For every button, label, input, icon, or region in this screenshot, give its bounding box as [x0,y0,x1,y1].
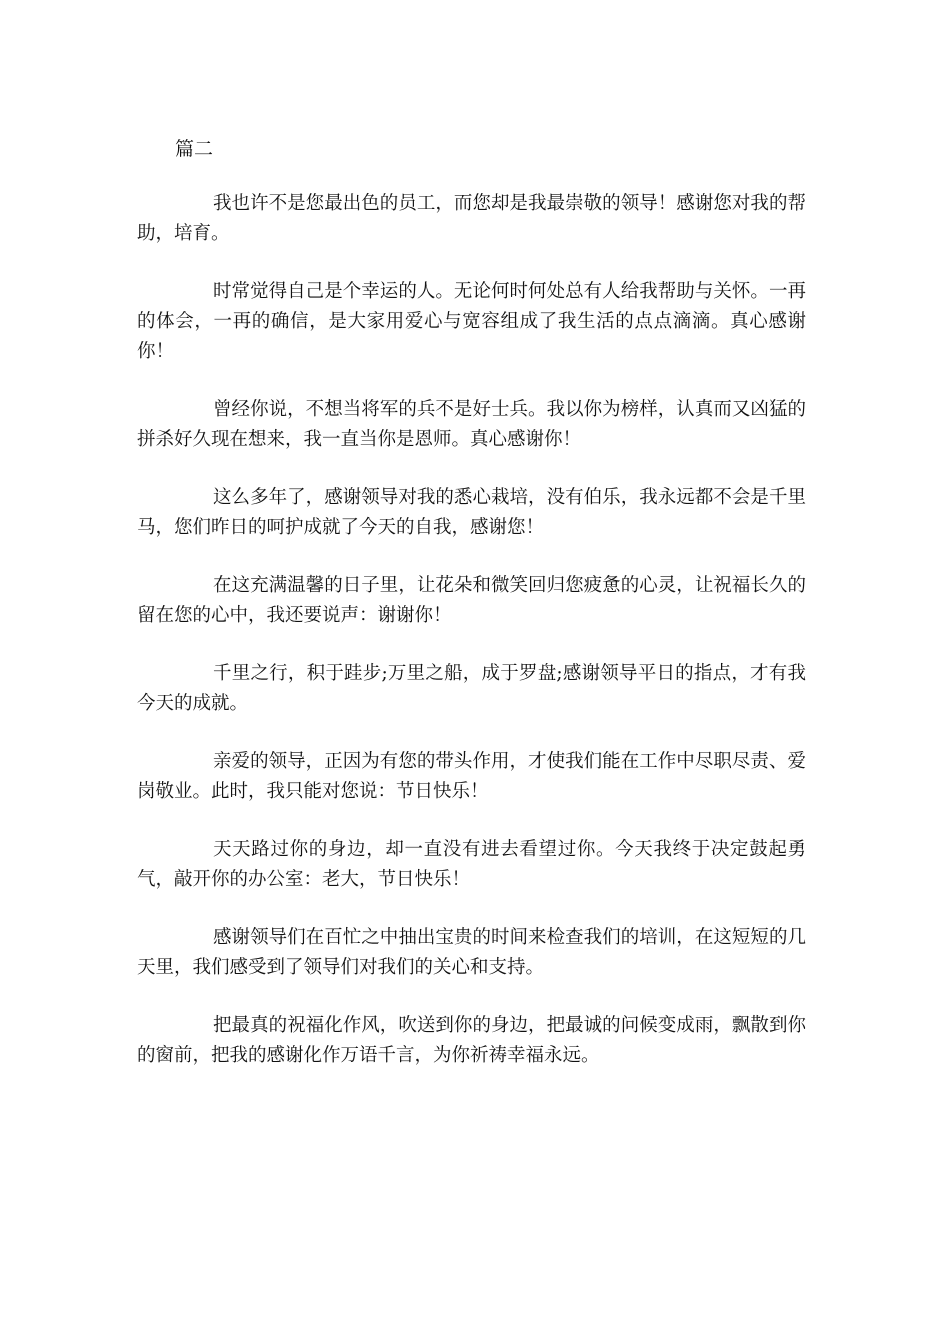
paragraph-4: 这么多年了，感谢领导对我的悉心栽培，没有伯乐，我永远都不会是千里马，您们昨日的呵护成就了今天的自我，感谢您！ [137,487,806,538]
paragraph-5: 在这充满温馨的日子里，让花朵和微笑回归您疲惫的心灵，让祝福长久的留在您的心中，我还要说声：谢谢你！ [137,575,806,626]
paragraph-7: 亲爱的领导，正因为有您的带头作用，才使我们能在工作中尽职尽责、爱岗敬业。此时，我只能对您说：节日快乐！ [137,751,806,802]
paragraph-1: 我也许不是您最出色的员工，而您却是我最崇敬的领导！感谢您对我的帮助，培育。 [137,193,806,244]
section-heading: 篇二 [175,138,214,160]
document-body [137,189,806,1099]
paragraph-9: 感谢领导们在百忙之中抽出宝贵的时间来检查我们的培训，在这短短的几天里，我们感受到了领导们对我们的关心和支持。 [137,927,806,978]
paragraph-2: 时常觉得自己是个幸运的人。无论何时何处总有人给我帮助与关怀。一再的体会，一再的确信，是大家用爱心与宽容组成了我生活的点点滴滴。真心感谢你！ [137,281,806,362]
paragraph-10: 把最真的祝福化作风，吹送到你的身边，把最诚的问候变成雨，飘散到你的窗前，把我的感谢化作万语千言，为你祈祷幸福永远。 [137,1015,806,1066]
paragraph-6: 千里之行，积于跬步;万里之船，成于罗盘;感谢领导平日的指点，才有我今天的成就。 [137,663,806,714]
paragraph-3: 曾经你说，不想当将军的兵不是好士兵。我以你为榜样，认真而又凶猛的拼杀好久现在想来，我一直当你是恩师。真心感谢你！ [137,399,806,450]
paragraph-8: 天天路过你的身边，却一直没有进去看望过你。今天我终于决定鼓起勇气，敲开你的办公室：老大，节日快乐！ [137,839,806,890]
